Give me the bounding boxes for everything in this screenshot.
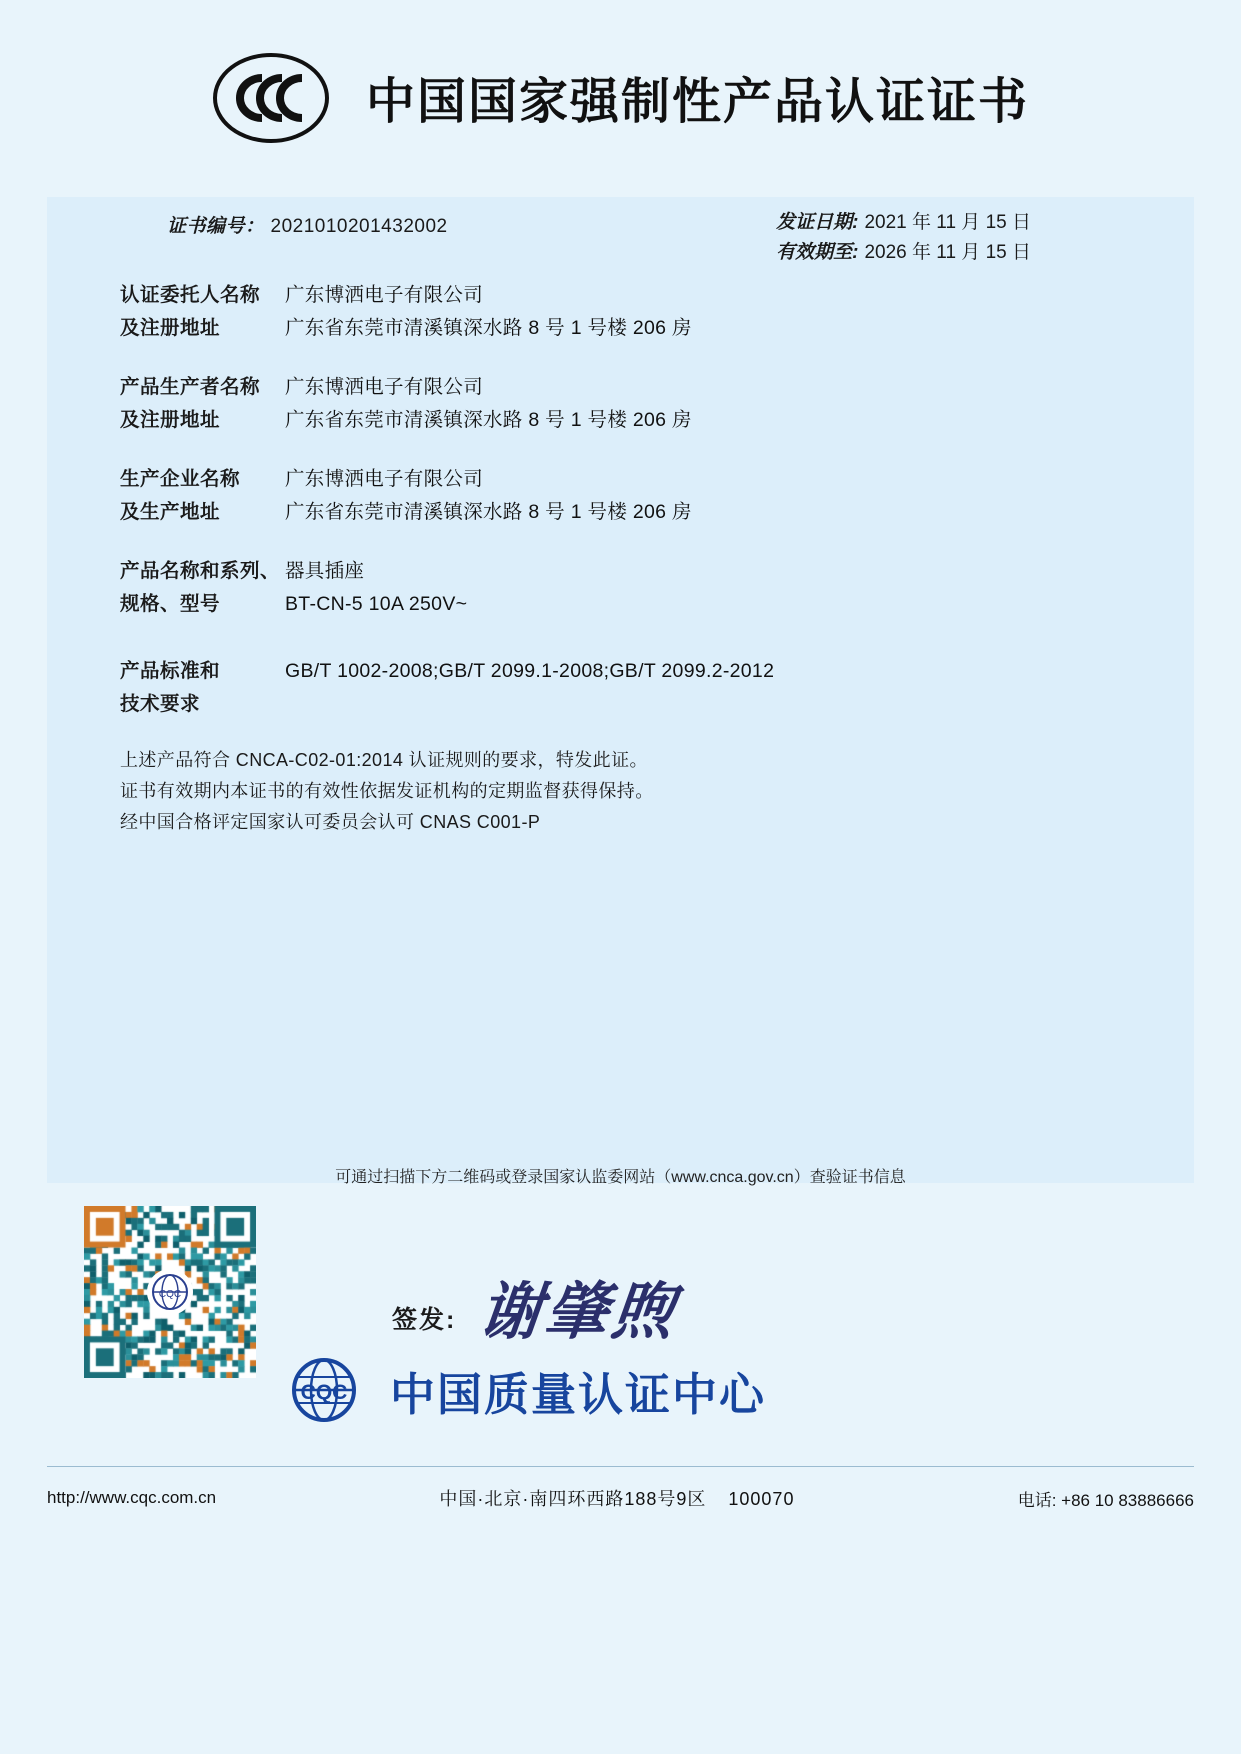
signature-name: 谢肇煦 xyxy=(475,1275,682,1348)
field-value-line1: GB/T 1002-2008;GB/T 2099.1-2008;GB/T 2099.2-2012 xyxy=(285,660,775,682)
field-value-line2: 广东省东莞市清溪镇深水路 8 号 1 号楼 206 房 xyxy=(285,409,692,431)
document-footer xyxy=(47,1485,1194,1511)
field-row xyxy=(120,463,1160,529)
verify-instruction: 可通过扫描下方二维码或登录国家认监委网站（www.cnca.gov.cn）查验证书信息 xyxy=(335,1169,906,1186)
signature-label: 签发: xyxy=(392,1306,457,1334)
footer-address-block xyxy=(439,1485,794,1511)
note-line: 上述产品符合 CNCA-C02-01:2014 认证规则的要求，特发此证。 xyxy=(120,750,648,770)
field-label-line2: 及注册地址 xyxy=(120,317,221,339)
field-value-line1: 器具插座 xyxy=(285,560,365,582)
field-value xyxy=(285,279,692,345)
footer-website[interactable]: http://www.cqc.com.cn xyxy=(47,1488,217,1507)
note-line: 经中国合格评定国家认可委员会认可 CNAS C001-P xyxy=(120,812,541,832)
footer-address: 中国·北京·南四环西路188号9区 xyxy=(439,1489,707,1509)
field-value-line1: 广东博洒电子有限公司 xyxy=(285,284,484,306)
field-value xyxy=(285,655,774,721)
notes-block xyxy=(120,745,654,838)
svg-text:CQC: CQC xyxy=(300,1381,348,1404)
footer-phone: 电话: +86 10 83886666 xyxy=(1017,1490,1194,1510)
footer-zip: 100070 xyxy=(728,1489,795,1509)
field-value xyxy=(285,555,467,621)
issuing-organization xyxy=(272,1357,766,1423)
valid-until-row xyxy=(776,238,1031,268)
field-value-line2: BT-CN-5 10A 250V~ xyxy=(285,593,468,615)
field-label-line2: 及生产地址 xyxy=(120,501,221,523)
field-value-line1: 广东博洒电子有限公司 xyxy=(285,468,484,490)
cqc-seal-icon xyxy=(147,1269,193,1315)
field-label xyxy=(120,371,285,437)
field-label xyxy=(120,555,285,621)
document-header xyxy=(0,0,1241,144)
qr-code-icon[interactable] xyxy=(84,1206,256,1378)
field-value-line2: 广东省东莞市清溪镇深水路 8 号 1 号楼 206 房 xyxy=(285,317,692,339)
field-label-line2: 及注册地址 xyxy=(120,409,221,431)
field-row xyxy=(120,371,1160,437)
field-label xyxy=(120,655,285,721)
issue-date-value: 2021 年 11 月 15 日 xyxy=(864,212,1031,233)
valid-until-label: 有效期至: xyxy=(776,242,859,263)
valid-until-value: 2026 年 11 月 15 日 xyxy=(864,242,1031,263)
field-label xyxy=(120,463,285,529)
field-label-line1: 产品名称和系列、 xyxy=(120,560,281,582)
field-label-line1: 产品标准和 xyxy=(120,660,221,682)
field-row xyxy=(120,279,1160,345)
note-line: 证书有效期内本证书的有效性依据发证机构的定期监督获得保持。 xyxy=(120,781,654,801)
field-label xyxy=(120,279,285,345)
page-title: 中国国家强制性产品认证证书 xyxy=(365,75,1029,129)
issue-date-row xyxy=(776,208,1031,238)
field-value-line1: 广东博洒电子有限公司 xyxy=(285,376,484,398)
field-label-line1: 生产企业名称 xyxy=(120,468,241,490)
footer-divider xyxy=(47,1466,1194,1467)
field-row xyxy=(120,655,1160,721)
field-label-line2: 规格、型号 xyxy=(120,593,221,615)
svg-text:CQC: CQC xyxy=(158,1289,182,1300)
organization-name: 中国质量认证中心 xyxy=(390,1368,767,1420)
field-label-line1: 产品生产者名称 xyxy=(120,376,261,398)
field-label-line2: 技术要求 xyxy=(120,693,201,715)
field-value-line2: 广东省东莞市清溪镇深水路 8 号 1 号楼 206 房 xyxy=(285,501,692,523)
field-value xyxy=(285,463,692,529)
field-label-line1: 认证委托人名称 xyxy=(120,284,261,306)
field-list xyxy=(120,279,1160,747)
field-row xyxy=(120,555,1160,621)
certificate-panel xyxy=(47,197,1194,1186)
certificate-number-value: 2021010201432002 xyxy=(270,216,448,237)
cqc-globe-icon xyxy=(272,1357,376,1423)
certificate-number-label: 证书编号： xyxy=(167,216,265,237)
date-block xyxy=(776,208,1031,268)
issue-date-label: 发证日期: xyxy=(776,212,859,233)
ccc-mark-icon xyxy=(212,52,330,144)
certificate-number xyxy=(167,211,448,238)
field-value xyxy=(285,371,692,437)
